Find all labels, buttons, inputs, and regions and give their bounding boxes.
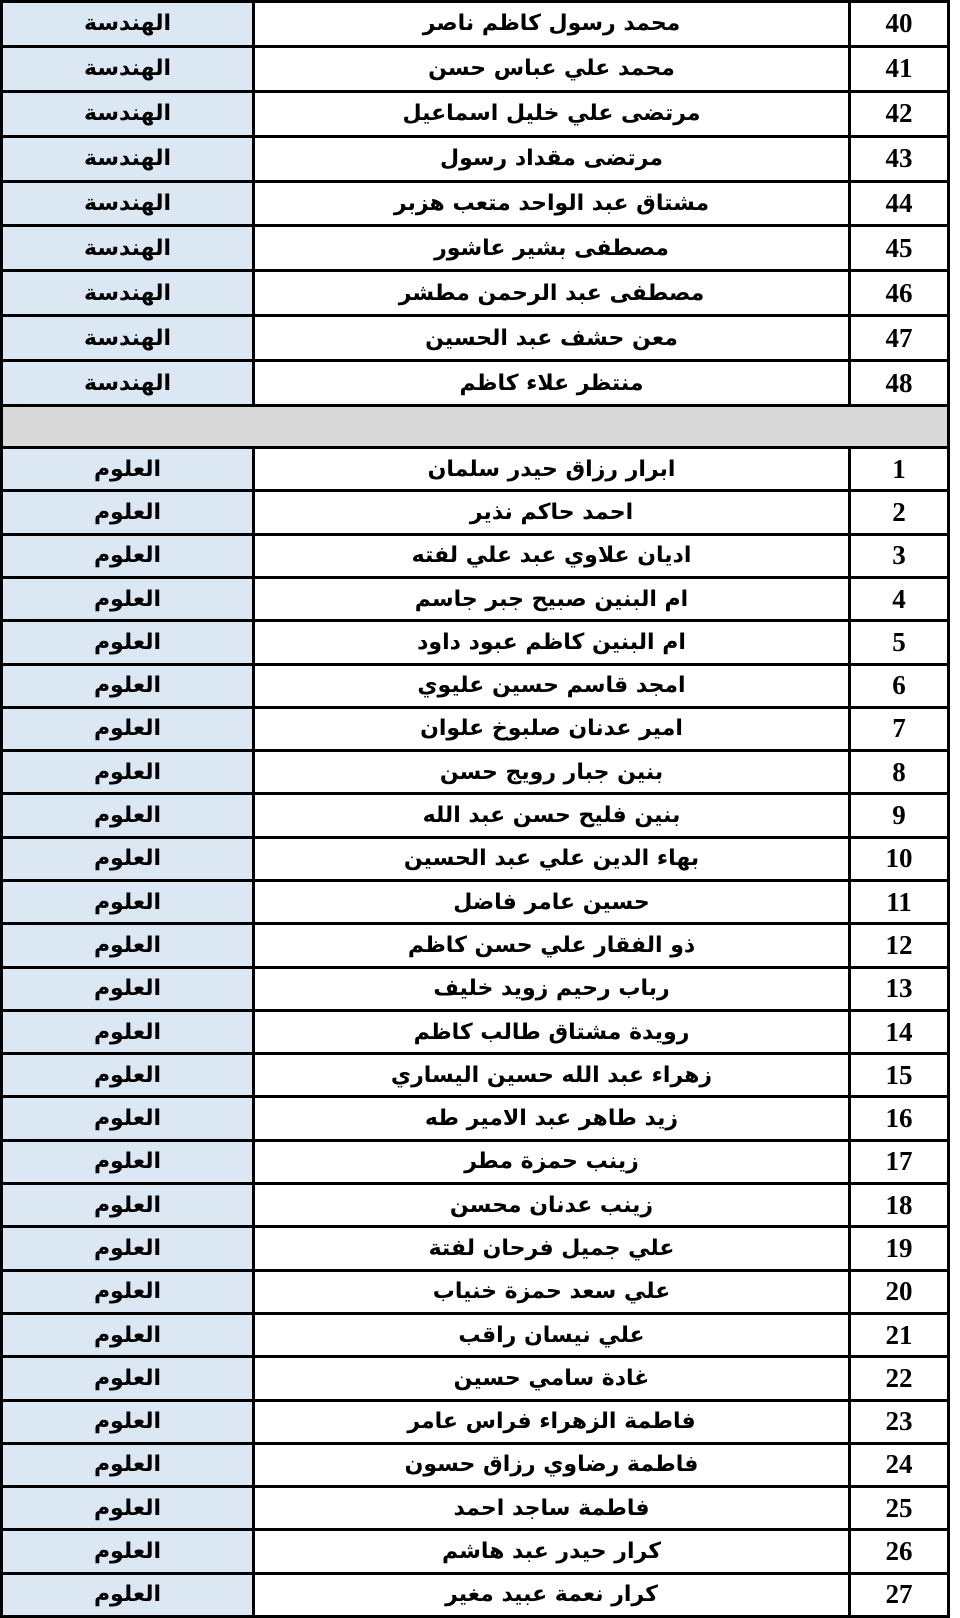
name-cell: زيد طاهر عبد الامير طه [254,1097,850,1140]
table-row [2,271,949,316]
number-cell: 4 [850,577,949,620]
table-row [2,1054,949,1097]
name-cell: زهراء عبد الله حسين اليساري [254,1054,850,1097]
department-cell: العلوم [2,837,254,880]
department-cell: العلوم [2,967,254,1010]
table-row [2,136,949,181]
table-row [2,837,949,880]
number-cell: 20 [850,1270,949,1313]
table-row [2,1227,949,1270]
table-row [2,924,949,967]
name-cell: ابرار رزاق حيدر سلمان [254,448,850,491]
number-cell: 1 [850,448,949,491]
department-cell: العلوم [2,448,254,491]
number-cell: 3 [850,534,949,577]
number-cell: 47 [850,316,949,361]
table-row [2,1010,949,1053]
department-cell: الهندسة [2,2,254,47]
number-cell: 5 [850,621,949,664]
number-cell: 7 [850,707,949,750]
number-cell: 45 [850,226,949,271]
name-cell: زينب حمزة مطر [254,1140,850,1183]
table-row [2,751,949,794]
name-cell: فاطمة رضاوي رزاق حسون [254,1443,850,1486]
department-cell: العلوم [2,1184,254,1227]
table-row [2,181,949,226]
table-row [2,1573,949,1616]
department-cell: الهندسة [2,136,254,181]
number-cell: 17 [850,1140,949,1183]
name-cell: مصطفى عبد الرحمن مطشر [254,271,850,316]
department-cell: العلوم [2,880,254,923]
number-cell: 21 [850,1313,949,1356]
number-cell: 8 [850,751,949,794]
number-cell: 24 [850,1443,949,1486]
table-row [2,707,949,750]
roster-body [2,2,949,1617]
name-cell: مصطفى بشير عاشور [254,226,850,271]
table-row [2,46,949,91]
department-cell: العلوم [2,1097,254,1140]
department-cell: العلوم [2,1054,254,1097]
table-row [2,1357,949,1400]
department-cell: العلوم [2,1270,254,1313]
table-row [2,1097,949,1140]
department-cell: العلوم [2,1357,254,1400]
table-row [2,316,949,361]
table-row [2,1443,949,1486]
number-cell: 12 [850,924,949,967]
name-cell: امجد قاسم حسين عليوي [254,664,850,707]
department-cell: العلوم [2,1227,254,1270]
department-cell: العلوم [2,1313,254,1356]
name-cell: امير عدنان صلبوخ علوان [254,707,850,750]
number-cell: 13 [850,967,949,1010]
name-cell: محمد رسول كاظم ناصر [254,2,850,47]
number-cell: 11 [850,880,949,923]
department-cell: العلوم [2,534,254,577]
department-cell: العلوم [2,1487,254,1530]
number-cell: 26 [850,1530,949,1573]
name-cell: فاطمة ساجد احمد [254,1487,850,1530]
table-row [2,1313,949,1356]
table-row [2,361,949,406]
name-cell: احمد حاكم نذير [254,491,850,534]
department-cell: الهندسة [2,226,254,271]
name-cell: معن حشف عبد الحسين [254,316,850,361]
department-cell: العلوم [2,1573,254,1616]
name-cell: علي جميل فرحان لفتة [254,1227,850,1270]
table-row [2,91,949,136]
section-separator-row [2,406,949,448]
name-cell: كرار نعمة عبيد مغير [254,1573,850,1616]
department-cell: العلوم [2,794,254,837]
department-cell: العلوم [2,1400,254,1443]
number-cell: 18 [850,1184,949,1227]
name-cell: رباب رحيم زويد خليف [254,967,850,1010]
number-cell: 22 [850,1357,949,1400]
table-row [2,1400,949,1443]
number-cell: 27 [850,1573,949,1616]
number-cell: 10 [850,837,949,880]
name-cell: اديان علاوي عبد علي لفته [254,534,850,577]
name-cell: فاطمة الزهراء فراس عامر [254,1400,850,1443]
name-cell: كرار حيدر عبد هاشم [254,1530,850,1573]
department-cell: الهندسة [2,316,254,361]
number-cell: 43 [850,136,949,181]
table-row [2,880,949,923]
name-cell: ام البنين صبيح جبر جاسم [254,577,850,620]
number-cell: 9 [850,794,949,837]
department-cell: الهندسة [2,91,254,136]
number-cell: 6 [850,664,949,707]
name-cell: مرتضى علي خليل اسماعيل [254,91,850,136]
number-cell: 15 [850,1054,949,1097]
number-cell: 14 [850,1010,949,1053]
table-row [2,491,949,534]
name-cell: ام البنين كاظم عبود داود [254,621,850,664]
name-cell: غادة سامي حسين [254,1357,850,1400]
table-row [2,664,949,707]
name-cell: حسين عامر فاضل [254,880,850,923]
table-row [2,226,949,271]
department-cell: الهندسة [2,46,254,91]
section-separator-cell [2,406,949,448]
department-cell: العلوم [2,707,254,750]
department-cell: العلوم [2,1140,254,1183]
department-cell: العلوم [2,664,254,707]
table-row [2,1487,949,1530]
number-cell: 16 [850,1097,949,1140]
department-cell: العلوم [2,577,254,620]
name-cell: محمد علي عباس حسن [254,46,850,91]
name-cell: مرتضى مقداد رسول [254,136,850,181]
table-row [2,577,949,620]
table-row [2,1270,949,1313]
number-cell: 23 [850,1400,949,1443]
number-cell: 41 [850,46,949,91]
number-cell: 40 [850,2,949,47]
number-cell: 25 [850,1487,949,1530]
name-cell: رويدة مشتاق طالب كاظم [254,1010,850,1053]
department-cell: الهندسة [2,361,254,406]
name-cell: ذو الفقار علي حسن كاظم [254,924,850,967]
name-cell: علي نيسان راقب [254,1313,850,1356]
name-cell: منتظر علاء كاظم [254,361,850,406]
name-cell: بهاء الدين علي عبد الحسين [254,837,850,880]
table-row [2,967,949,1010]
number-cell: 2 [850,491,949,534]
name-cell: علي سعد حمزة خنياب [254,1270,850,1313]
number-cell: 46 [850,271,949,316]
number-cell: 48 [850,361,949,406]
table-row [2,448,949,491]
table-row [2,794,949,837]
number-cell: 19 [850,1227,949,1270]
name-cell: مشتاق عبد الواحد متعب هزبر [254,181,850,226]
department-cell: العلوم [2,1530,254,1573]
name-cell: زينب عدنان محسن [254,1184,850,1227]
table-row [2,1530,949,1573]
name-cell: بنين فليح حسن عبد الله [254,794,850,837]
department-cell: العلوم [2,1010,254,1053]
department-cell: الهندسة [2,271,254,316]
table-row [2,1184,949,1227]
table-row [2,621,949,664]
department-cell: العلوم [2,751,254,794]
department-cell: الهندسة [2,181,254,226]
department-cell: العلوم [2,491,254,534]
table-row [2,1140,949,1183]
number-cell: 44 [850,181,949,226]
number-cell: 42 [850,91,949,136]
department-cell: العلوم [2,924,254,967]
table-row [2,534,949,577]
name-cell: بنين جبار رويج حسن [254,751,850,794]
department-cell: العلوم [2,1443,254,1486]
department-cell: العلوم [2,621,254,664]
table-row [2,2,949,47]
